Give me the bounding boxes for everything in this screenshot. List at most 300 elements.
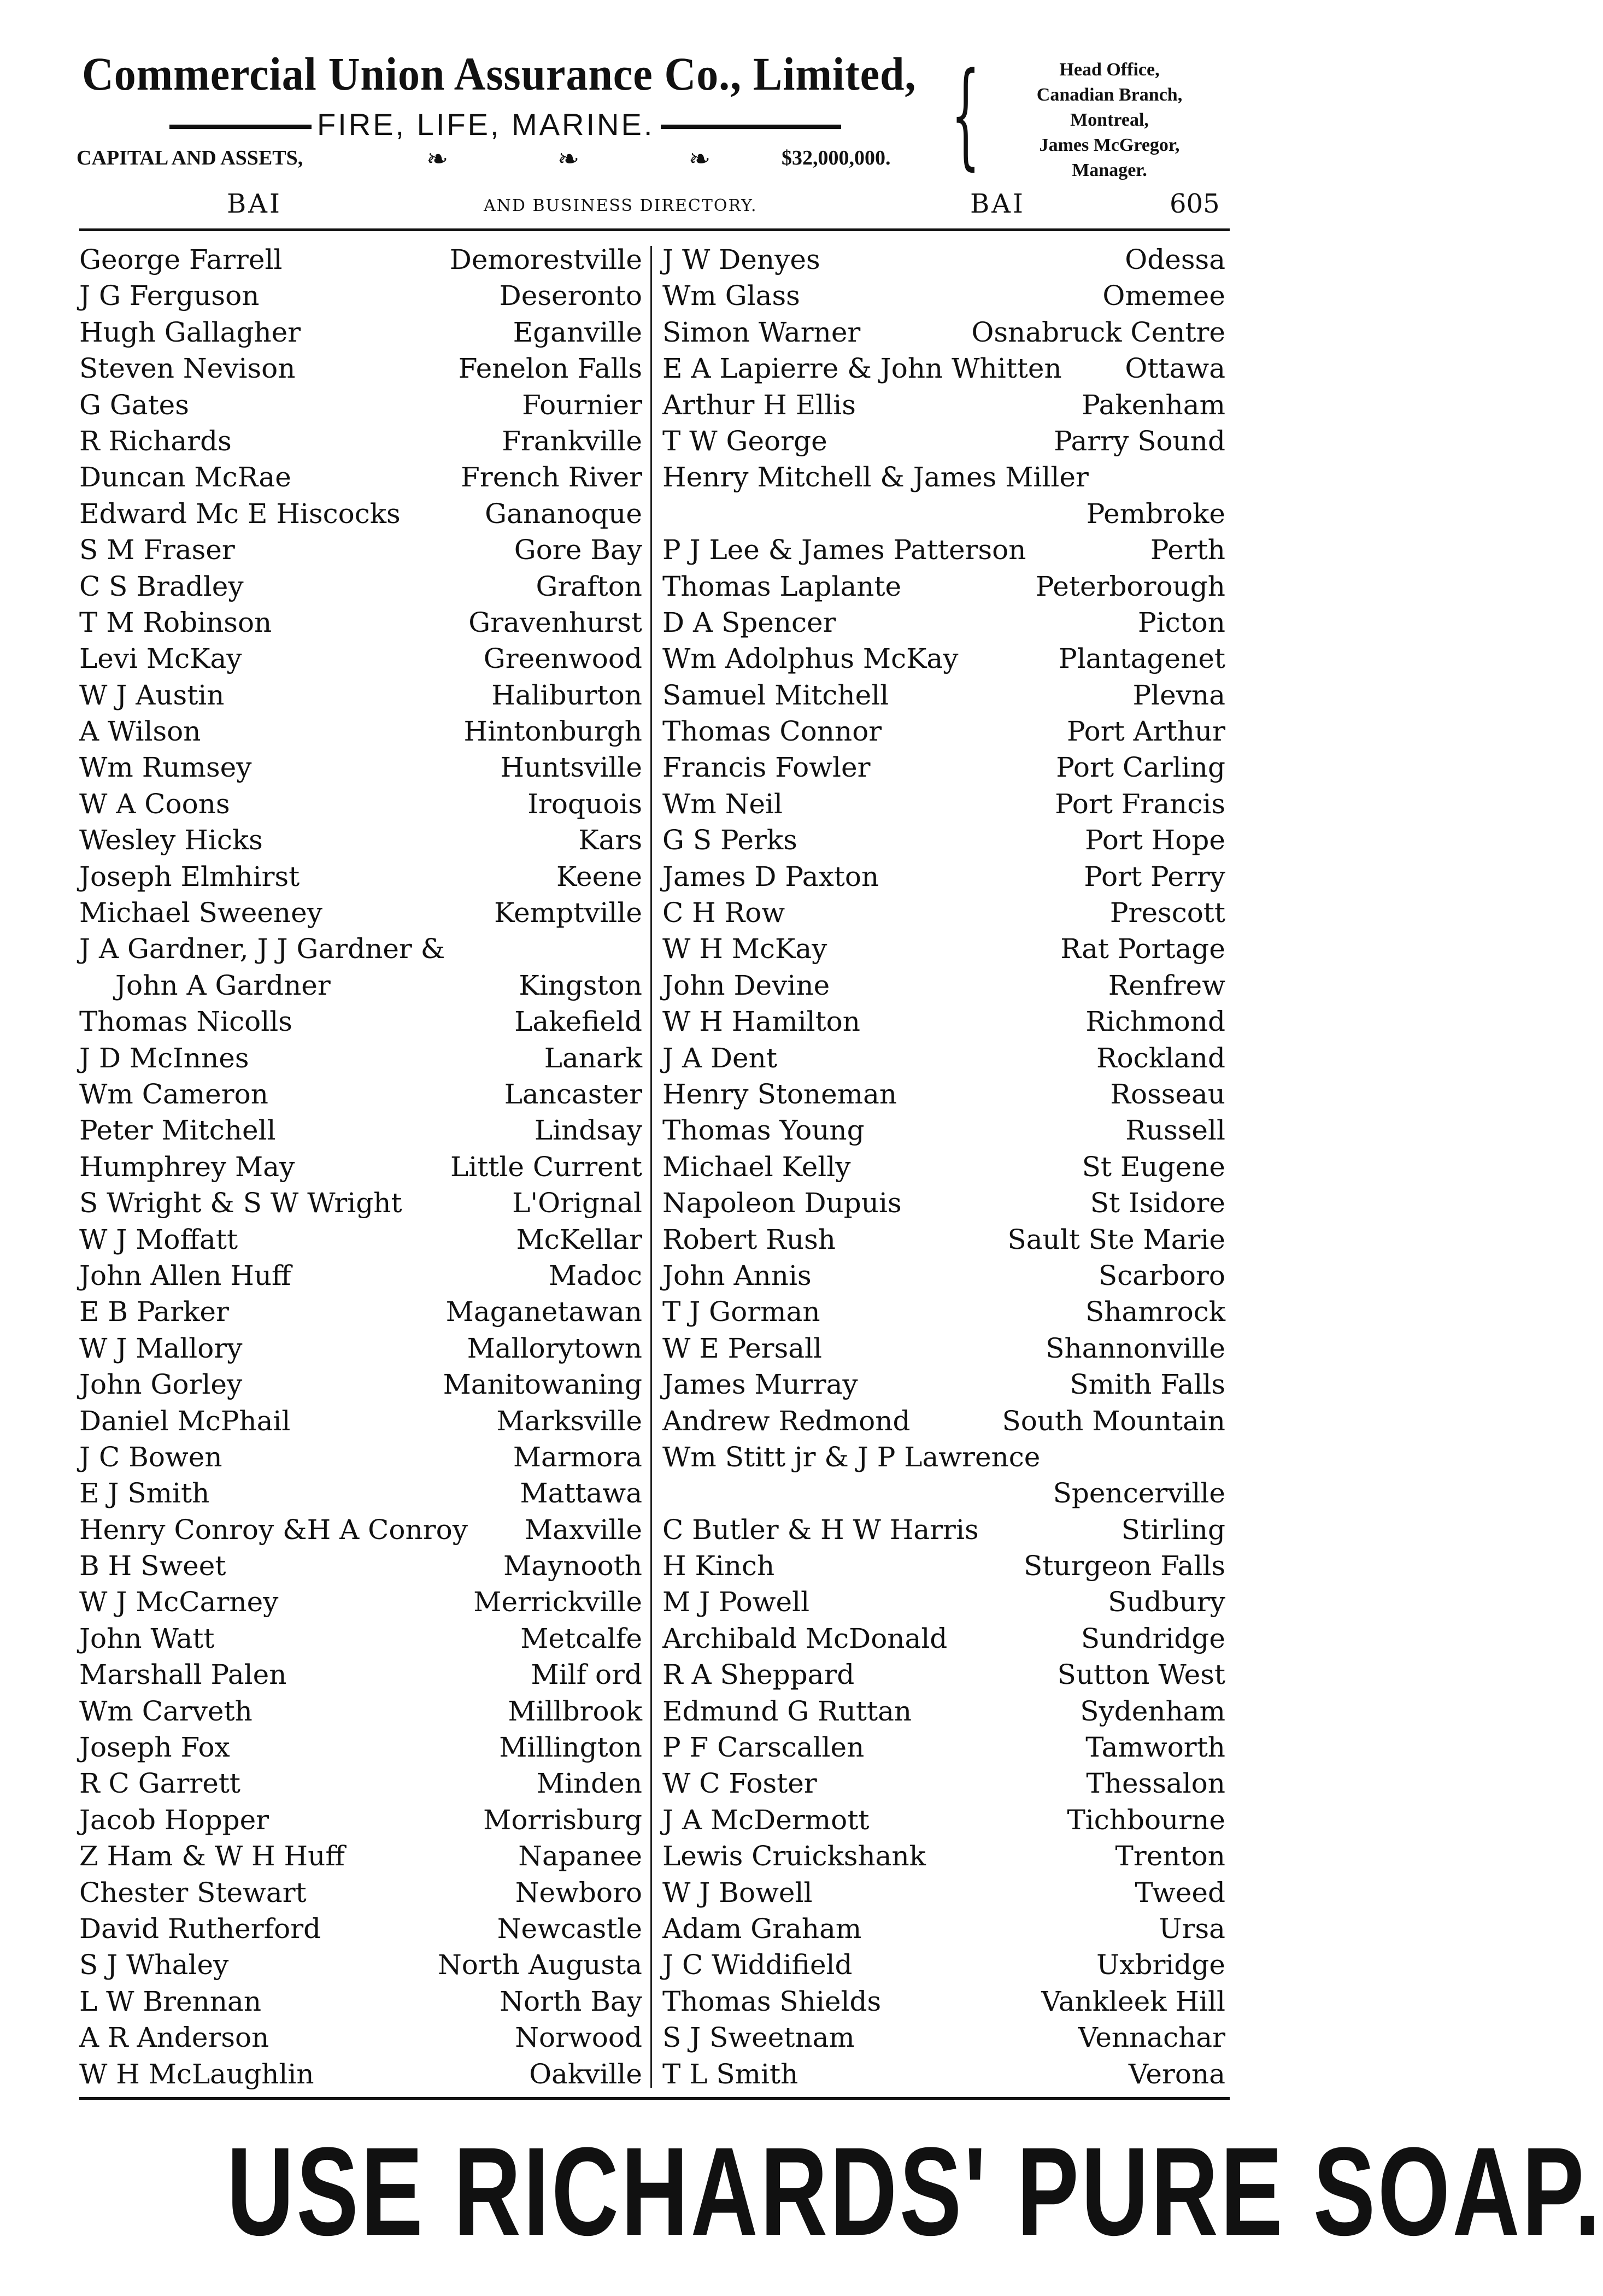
directory-entry — [79, 604, 642, 641]
entry-name: J A McDermott — [662, 1804, 870, 1836]
entry-name: W E Persall — [662, 1332, 823, 1364]
ad-office-line: Head Office, — [1059, 60, 1160, 80]
directory-entry — [662, 895, 1225, 931]
entry-name: Humphrey May — [79, 1150, 295, 1183]
entry-name: C H Row — [662, 897, 785, 929]
entry-place: Deseronto — [499, 280, 642, 312]
ad-office-line: James McGregor, — [1039, 135, 1180, 155]
directory-entry — [79, 931, 642, 967]
entry-name: Wm Cameron — [79, 1078, 268, 1110]
entry-name: Z Ham & W H Huff — [79, 1840, 345, 1872]
directory-entry — [662, 641, 1225, 677]
directory-entry — [662, 1838, 1225, 1874]
entry-place: Huntsville — [500, 751, 642, 784]
entry-place: Richmond — [1085, 1006, 1225, 1038]
entry-place: Manitowaning — [443, 1369, 642, 1401]
entry-place: Maynooth — [503, 1550, 642, 1582]
entry-name: Steven Nevison — [79, 353, 296, 385]
entry-place: Port Perry — [1084, 860, 1225, 892]
entry-place: Stirling — [1121, 1513, 1225, 1546]
directory-entry — [662, 1366, 1225, 1402]
entry-name: Wm Rumsey — [79, 751, 252, 784]
entry-place: Omemee — [1102, 280, 1225, 312]
directory-entry — [79, 641, 642, 677]
directory-entry — [79, 459, 642, 495]
entry-place: Spencerville — [1053, 1477, 1225, 1510]
directory-entry — [662, 1512, 1225, 1548]
directory-entry — [79, 1548, 642, 1584]
directory-entry — [662, 677, 1225, 713]
directory-entry — [662, 423, 1225, 459]
entry-name: John Allen Huff — [79, 1259, 291, 1291]
directory-entry — [662, 278, 1225, 314]
entry-place: Norwood — [515, 2022, 642, 2054]
directory-entry — [79, 1076, 642, 1112]
entry-place: Maxville — [524, 1513, 642, 1546]
entry-name: Henry Conroy &H A Conroy — [79, 1513, 468, 1546]
ad-office-line: Montreal, — [1070, 110, 1149, 130]
directory-entry — [79, 423, 642, 459]
brace-icon: { — [951, 48, 980, 181]
entry-name: John A Gardner — [115, 969, 331, 1001]
directory-entry — [662, 749, 1225, 785]
entry-place: Vankleek Hill — [1041, 1985, 1225, 2017]
entry-place: Pakenham — [1082, 389, 1225, 421]
entry-name: James Murray — [662, 1369, 858, 1401]
entry-place: Lakefield — [514, 1006, 642, 1038]
directory-entry — [79, 1439, 642, 1475]
entry-name: S M Fraser — [79, 534, 235, 566]
entry-name: Michael Sweeney — [79, 897, 322, 929]
entry-place: Newboro — [515, 1876, 642, 1909]
running-head-center: AND BUSINESS DIRECTORY. — [484, 196, 758, 215]
ad-subtitle: FIRE, LIFE, MARINE. — [317, 107, 655, 142]
entry-name: J C Widdifield — [662, 1949, 853, 1981]
entry-place: Port Arthur — [1066, 715, 1225, 748]
entry-name: G S Perks — [662, 824, 797, 856]
entry-name: E J Smith — [79, 1477, 210, 1510]
entry-name: Thomas Nicolls — [79, 1006, 292, 1038]
entry-name: Wm Stitt jr & J P Lawrence — [662, 1441, 1041, 1473]
entry-name: P F Carscallen — [662, 1731, 865, 1764]
entry-place: North Bay — [500, 1985, 642, 2017]
entry-name: A R Anderson — [79, 2022, 269, 2054]
directory-entry — [79, 1185, 642, 1221]
entry-name: Peter Mitchell — [79, 1114, 276, 1147]
directory-entry — [662, 1294, 1225, 1330]
entry-place: Lindsay — [534, 1114, 642, 1147]
ad-left-rule — [169, 125, 312, 129]
ad-capital-label: CAPITAL AND ASSETS, — [77, 146, 303, 169]
entry-place: Gravenhurst — [468, 606, 642, 638]
directory-entry — [79, 677, 642, 713]
entry-place: Gananoque — [485, 497, 642, 530]
entry-place: Vennachar — [1078, 2022, 1225, 2054]
entry-place: Minden — [536, 1767, 642, 1800]
directory-entry — [662, 1657, 1225, 1693]
entry-place: Plevna — [1132, 679, 1225, 711]
directory-entry — [662, 1112, 1225, 1148]
directory-entry — [79, 1403, 642, 1439]
directory-entry — [79, 1838, 642, 1874]
directory-entry — [79, 387, 642, 423]
directory-entry — [79, 1258, 642, 1294]
entry-place: Mattawa — [520, 1477, 642, 1510]
page-number: 605 — [1170, 189, 1220, 219]
directory-entry — [662, 1765, 1225, 1801]
entry-place: Rosseau — [1110, 1078, 1225, 1110]
directory-entry — [79, 496, 642, 532]
entry-place: Osnabruck Centre — [971, 316, 1225, 348]
entry-name: Jacob Hopper — [79, 1804, 269, 1836]
entry-name: P J Lee & James Patterson — [662, 534, 1026, 566]
entry-place: Milf ord — [531, 1659, 642, 1691]
directory-entry — [79, 1475, 642, 1511]
entry-name: Adam Graham — [662, 1912, 862, 1945]
soap-advertisement: USE RICHARDS' PURE SOAP. — [226, 2121, 1603, 2262]
entry-name: B H Sweet — [79, 1550, 226, 1582]
ad-office-line: Canadian Branch, — [1036, 85, 1183, 105]
directory-entry — [662, 1875, 1225, 1911]
directory-entry — [662, 1802, 1225, 1838]
entry-place: McKellar — [516, 1223, 642, 1255]
entry-name: Hugh Gallagher — [79, 316, 301, 348]
directory-entry — [662, 387, 1225, 423]
directory-entry — [662, 2056, 1225, 2092]
entry-place: St Eugene — [1082, 1150, 1225, 1183]
flourish-icon: ❧ — [426, 144, 449, 174]
entry-name: A Wilson — [79, 715, 201, 748]
entry-place: Sudbury — [1108, 1586, 1225, 1618]
entry-name: L W Brennan — [79, 1985, 262, 2017]
flourish-icon: ❧ — [689, 144, 711, 174]
directory-entry — [662, 1584, 1225, 1620]
entry-name: Samuel Mitchell — [662, 679, 889, 711]
directory-entry — [79, 895, 642, 931]
entry-place: Gore Bay — [514, 534, 642, 566]
directory-entry — [662, 786, 1225, 822]
entry-name: R Richards — [79, 425, 232, 457]
entry-name: J C Bowen — [79, 1441, 222, 1473]
directory-entry — [79, 1802, 642, 1838]
directory-entry — [662, 822, 1225, 858]
entry-place: Keene — [556, 860, 642, 892]
directory-entry — [79, 1620, 642, 1657]
entry-place: Napanee — [518, 1840, 642, 1872]
entry-name: Thomas Connor — [662, 715, 882, 748]
column-divider — [650, 246, 652, 2088]
entry-place: Tichbourne — [1067, 1804, 1225, 1836]
directory-entry — [662, 1222, 1225, 1258]
entry-name: Francis Fowler — [662, 751, 871, 784]
entry-place: Prescott — [1109, 897, 1225, 929]
directory-entry — [79, 1911, 642, 1947]
entry-place: Sydenham — [1080, 1695, 1225, 1727]
entry-place: Sundridge — [1081, 1622, 1225, 1654]
entry-place: Kemptville — [494, 897, 642, 929]
entry-name: J D McInnes — [79, 1042, 249, 1074]
entry-name: Archibald McDonald — [662, 1622, 948, 1654]
entry-name: John Gorley — [79, 1369, 243, 1401]
directory-entry — [662, 1947, 1225, 1983]
entry-place: Lancaster — [504, 1078, 642, 1110]
running-head — [79, 189, 1230, 227]
entry-place: South Mountain — [1002, 1405, 1225, 1437]
entry-name: G Gates — [79, 389, 189, 421]
entry-place: Mallorytown — [467, 1332, 642, 1364]
directory-entry — [662, 713, 1225, 749]
directory-entry — [662, 967, 1225, 1003]
directory-entry — [662, 568, 1225, 604]
entry-place: Trenton — [1115, 1840, 1225, 1872]
entry-name: W J Bowell — [662, 1876, 813, 1909]
entry-name: Henry Stoneman — [662, 1078, 897, 1110]
entry-place: Thessalon — [1086, 1767, 1225, 1800]
directory-entry — [79, 278, 642, 314]
entry-name: J W Denyes — [662, 244, 820, 275]
directory-entry — [79, 1947, 642, 1983]
directory-entry — [662, 1258, 1225, 1294]
entry-place: Haliburton — [491, 679, 642, 711]
directory-entry — [79, 1222, 642, 1258]
directory-entry — [79, 859, 642, 895]
footer-rule — [79, 2097, 1230, 2100]
entry-place: Port Hope — [1085, 824, 1225, 856]
directory-entry — [79, 786, 642, 822]
running-head-left: BAI — [227, 189, 282, 219]
directory-entry — [662, 242, 1225, 278]
entry-name: M J Powell — [662, 1586, 810, 1618]
entry-name: W J Mallory — [79, 1332, 243, 1364]
entry-name: Wm Neil — [662, 788, 783, 820]
directory-entry — [79, 1040, 642, 1076]
entry-place: Lanark — [544, 1042, 642, 1074]
entry-name: J A Gardner, J J Gardner & — [79, 933, 445, 965]
entry-place: Frankville — [502, 425, 642, 457]
entry-place: Kars — [578, 824, 642, 856]
entry-name: John Watt — [79, 1622, 215, 1654]
entry-place: Madoc — [548, 1259, 642, 1291]
entry-place: Merrickville — [473, 1586, 642, 1618]
ad-lines-of-business — [169, 107, 858, 142]
entry-name: Joseph Fox — [79, 1731, 230, 1764]
entry-place: Pembroke — [1086, 497, 1225, 530]
entry-place: Sault Ste Marie — [1007, 1223, 1225, 1255]
entry-name: W A Coons — [79, 788, 230, 820]
entry-place: Morrisburg — [483, 1804, 642, 1836]
directory-entry — [79, 1149, 642, 1185]
entry-place: Shannonville — [1046, 1332, 1225, 1364]
entry-name: J A Dent — [662, 1042, 777, 1074]
directory-entry — [79, 2019, 642, 2056]
entry-place: Millington — [499, 1731, 642, 1764]
directory-entry — [79, 822, 642, 858]
entry-place: French River — [461, 461, 642, 494]
directory-entry — [662, 1330, 1225, 1366]
entry-name: W H McLaughlin — [79, 2058, 314, 2090]
entry-name: Edward Mc E Hiscocks — [79, 497, 401, 530]
directory-entry — [662, 1185, 1225, 1221]
entry-place: Marksville — [496, 1405, 642, 1437]
entry-place: Port Francis — [1055, 788, 1225, 820]
entry-name: John Annis — [662, 1259, 812, 1291]
directory-entry — [662, 1439, 1225, 1475]
entry-name: W J Moffatt — [79, 1223, 238, 1255]
directory-entry — [662, 1983, 1225, 2019]
entry-name: W H Hamilton — [662, 1006, 860, 1038]
directory-entry — [79, 568, 642, 604]
entry-place: Tamworth — [1085, 1731, 1225, 1764]
directory-entry — [662, 1620, 1225, 1657]
insurance-advertisement — [77, 46, 1230, 183]
entry-name: W C Foster — [662, 1767, 817, 1800]
directory-entry — [79, 713, 642, 749]
entry-place: Russell — [1125, 1114, 1225, 1147]
entry-place: Shamrock — [1085, 1296, 1225, 1328]
directory-entry — [79, 1765, 642, 1801]
entry-name: Napoleon Dupuis — [662, 1187, 902, 1219]
directory-entry — [662, 604, 1225, 641]
entry-name: W J McCarney — [79, 1586, 279, 1618]
directory-entry — [79, 1693, 642, 1729]
directory-entry — [662, 1076, 1225, 1112]
entry-name: Wm Carveth — [79, 1695, 253, 1727]
ad-office-line: Manager. — [1072, 160, 1147, 180]
entry-place: Sturgeon Falls — [1024, 1550, 1225, 1582]
entry-place: Sutton West — [1057, 1659, 1225, 1691]
entry-name: James D Paxton — [662, 860, 879, 892]
entry-name: W J Austin — [79, 679, 225, 711]
entry-place: Greenwood — [483, 643, 642, 675]
entry-name: S Wright & S W Wright — [79, 1187, 402, 1219]
directory-entry — [662, 1911, 1225, 1947]
entry-place: Fenelon Falls — [458, 353, 642, 385]
entry-name: Edmund G Ruttan — [662, 1695, 912, 1727]
entry-place: Oakville — [529, 2058, 642, 2090]
entry-name: H Kinch — [662, 1550, 775, 1582]
entry-place: Grafton — [536, 570, 642, 602]
entry-place: Fournier — [522, 389, 642, 421]
entry-place: Millbrook — [508, 1695, 642, 1727]
directory-entry — [662, 1040, 1225, 1076]
entry-name: Daniel McPhail — [79, 1405, 291, 1437]
directory-entry — [662, 859, 1225, 895]
directory-entry — [662, 1693, 1225, 1729]
entry-name: Robert Rush — [662, 1223, 836, 1255]
entry-place: St Isidore — [1090, 1187, 1225, 1219]
entry-name: Arthur H Ellis — [662, 389, 856, 421]
entry-name: John Devine — [662, 969, 830, 1001]
directory-entry — [662, 459, 1225, 495]
directory-entry — [662, 532, 1225, 568]
directory-entry — [79, 2056, 642, 2092]
entry-name: Wm Glass — [662, 280, 800, 312]
entry-place: Newcastle — [497, 1912, 642, 1945]
directory-entry — [662, 350, 1225, 386]
entry-place: Ursa — [1159, 1912, 1225, 1945]
directory-entry — [79, 1657, 642, 1693]
flourish-icon: ❧ — [557, 144, 580, 174]
entry-name: T J Gorman — [662, 1296, 820, 1328]
entry-place: Port Carling — [1056, 751, 1225, 784]
entry-name: Andrew Redmond — [662, 1405, 911, 1437]
directory-entry — [662, 314, 1225, 350]
entry-name: T W George — [662, 425, 827, 457]
directory-entry — [79, 314, 642, 350]
directory-entry — [79, 1875, 642, 1911]
directory-entry — [79, 1330, 642, 1366]
entry-place: Demorestville — [449, 244, 642, 275]
entry-name: D A Spencer — [662, 606, 836, 638]
directory-entry — [79, 1112, 642, 1148]
entry-place: L'Orignal — [512, 1187, 642, 1219]
entry-place: Hintonburgh — [463, 715, 642, 748]
entry-place: Ottawa — [1125, 353, 1225, 385]
running-head-right: BAI — [970, 189, 1025, 219]
entry-place: Verona — [1128, 2058, 1225, 2090]
entry-name: David Rutherford — [79, 1912, 321, 1945]
directory-entry — [79, 1584, 642, 1620]
entry-name: J G Ferguson — [79, 280, 260, 312]
directory-entry — [79, 532, 642, 568]
entry-name: T M Robinson — [79, 606, 272, 638]
entry-name: Wm Adolphus McKay — [662, 643, 959, 675]
ad-capital-amount: $32,000,000. — [782, 146, 891, 169]
directory-entry — [79, 1729, 642, 1765]
entry-name: R C Garrett — [79, 1767, 241, 1800]
directory-entry — [79, 1003, 642, 1040]
entry-name: Thomas Shields — [662, 1985, 882, 2017]
entry-name: Chester Stewart — [79, 1876, 307, 1909]
directory-entry — [79, 350, 642, 386]
entry-place: Renfrew — [1108, 969, 1225, 1001]
entry-place: Tweed — [1135, 1876, 1225, 1909]
entry-name: W H McKay — [662, 933, 827, 965]
entry-place: Rockland — [1096, 1042, 1225, 1074]
directory-entry — [662, 1003, 1225, 1040]
entry-name: Henry Mitchell & James Miller — [662, 461, 1089, 494]
ad-company-name: Commercial Union Assurance Co., Limited, — [82, 48, 917, 100]
directory-entry — [79, 1512, 642, 1548]
entry-place: Marmora — [513, 1441, 642, 1473]
entry-place: Maganetawan — [445, 1296, 642, 1328]
entry-place: Picton — [1137, 606, 1225, 638]
entry-place: Eganville — [513, 316, 642, 348]
entry-name: E B Parker — [79, 1296, 229, 1328]
entry-name: E A Lapierre & John Whitten — [662, 353, 1062, 385]
directory-entry — [79, 1983, 642, 2019]
directory-entry — [79, 1294, 642, 1330]
directory-entry — [662, 1729, 1225, 1765]
entry-name: Thomas Laplante — [662, 570, 902, 602]
entry-place: Little Current — [450, 1150, 642, 1183]
ad-right-rule — [661, 125, 841, 129]
entry-name: Joseph Elmhirst — [79, 860, 300, 892]
entry-place: Iroquois — [527, 788, 642, 820]
entry-name: C Butler & H W Harris — [662, 1513, 979, 1546]
directory-entry — [662, 931, 1225, 967]
entry-place: Peterborough — [1035, 570, 1225, 602]
left-column — [79, 242, 642, 2092]
entry-name: R A Sheppard — [662, 1659, 855, 1691]
entry-place: North Augusta — [437, 1949, 642, 1981]
entry-place: Scarboro — [1098, 1259, 1225, 1291]
directory-entry — [662, 1149, 1225, 1185]
entry-name: Simon Warner — [662, 316, 861, 348]
directory-entry — [662, 1475, 1225, 1511]
entry-name: Marshall Palen — [79, 1659, 287, 1691]
entry-place: Kingston — [519, 969, 642, 1001]
